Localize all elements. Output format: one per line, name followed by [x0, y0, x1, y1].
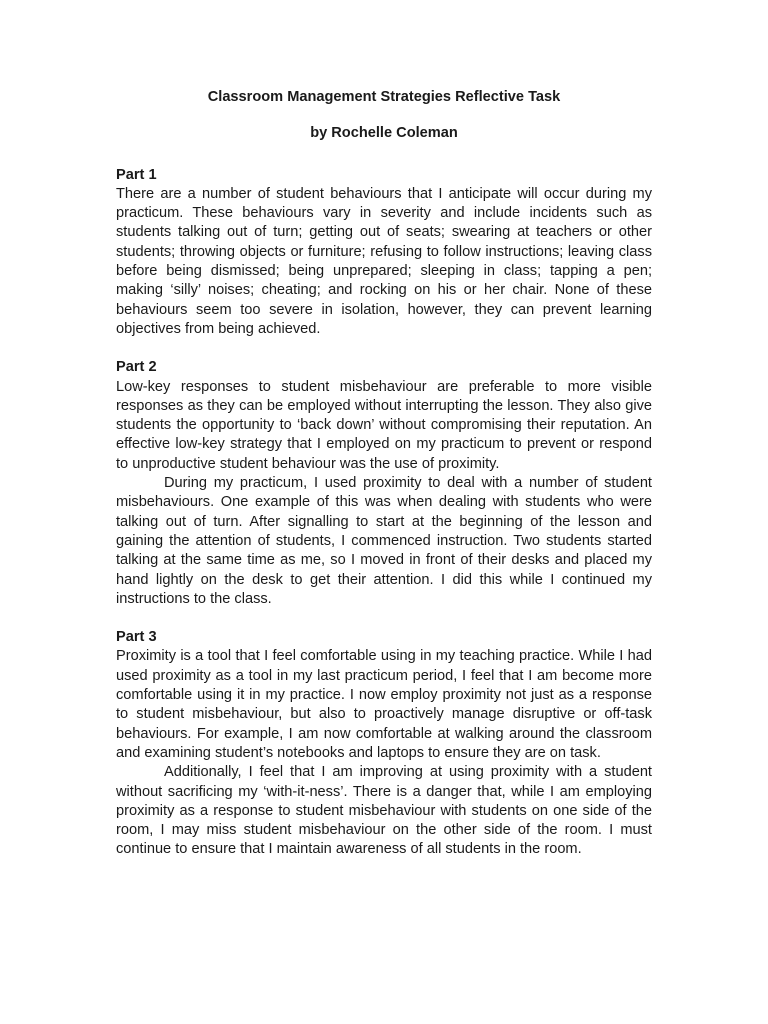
paragraph: There are a number of student behaviours that I anticipate will occur during my practicum. These behaviours vary in severity and include incidents such as students talking out of turn; getting out of seats; swearing at teachers or other students; throwing objects or furniture; refusing to follow instructions; leaving class before being dismissed; being unprepared; sleeping in class; tapping a pen; making ‘silly’ noises; cheating; and rocking on his or her chair. None of these behaviours seem too severe in isolation, however, they can prevent learning objectives from being achieved.: [116, 185, 652, 337]
paragraph: Additionally, I feel that I am improving at using proximity with a student without sacrificing my ‘with-it-ness’. There is a danger that, while I am employing proximity as a response to student misbehaviour with students on one side of the room, I may miss student misbehaviour on the other side of the room. I must continue to ensure that I maintain awareness of all students in the room.: [116, 764, 652, 858]
section-heading: Part 1: [116, 166, 157, 183]
section-heading: Part 2: [116, 359, 157, 376]
paragraph: Low-key responses to student misbehaviour are preferable to more visible responses as they can be employed without interrupting the lesson. They also give students the opportunity to ‘back down’ without compromising their reputation. An effective low-key strategy that I employed on my practicum to prevent or respond to unproductive student behaviour was the use of proximity.: [116, 378, 652, 472]
document-page: [116, 84, 652, 860]
document-author: by Rochelle Coleman: [310, 125, 458, 142]
paragraph: During my practicum, I used proximity to deal with a number of student misbehaviours. One example of this was when dealing with students who were talking out of turn. After signalling to start at the beginning of the lesson and gaining the attention of students, I commenced instruction. Two students started talking at the same time as me, so I moved in front of their desks and placed my hand lightly on the desk to get their attention. I did this while I continued my instructions to the class.: [116, 475, 652, 607]
section-part-1: [116, 166, 652, 340]
section-heading: Part 3: [116, 629, 157, 646]
section-part-3: [116, 628, 652, 860]
paragraph: Proximity is a tool that I feel comfortable using in my teaching practice. While I had used proximity as a tool in my last practicum period, I feel that I am become more comfortable using it in my practice. I now employ proximity not just as a response to student misbehaviour, but also to proactively manage disruptive or off-task behaviours. For example, I am now comfortable at walking around the classroom and examining student’s notebooks and laptops to ensure they are on task.: [116, 648, 652, 761]
document-title: Classroom Management Strategies Reflective Task: [207, 89, 561, 105]
section-part-2: [116, 358, 652, 609]
